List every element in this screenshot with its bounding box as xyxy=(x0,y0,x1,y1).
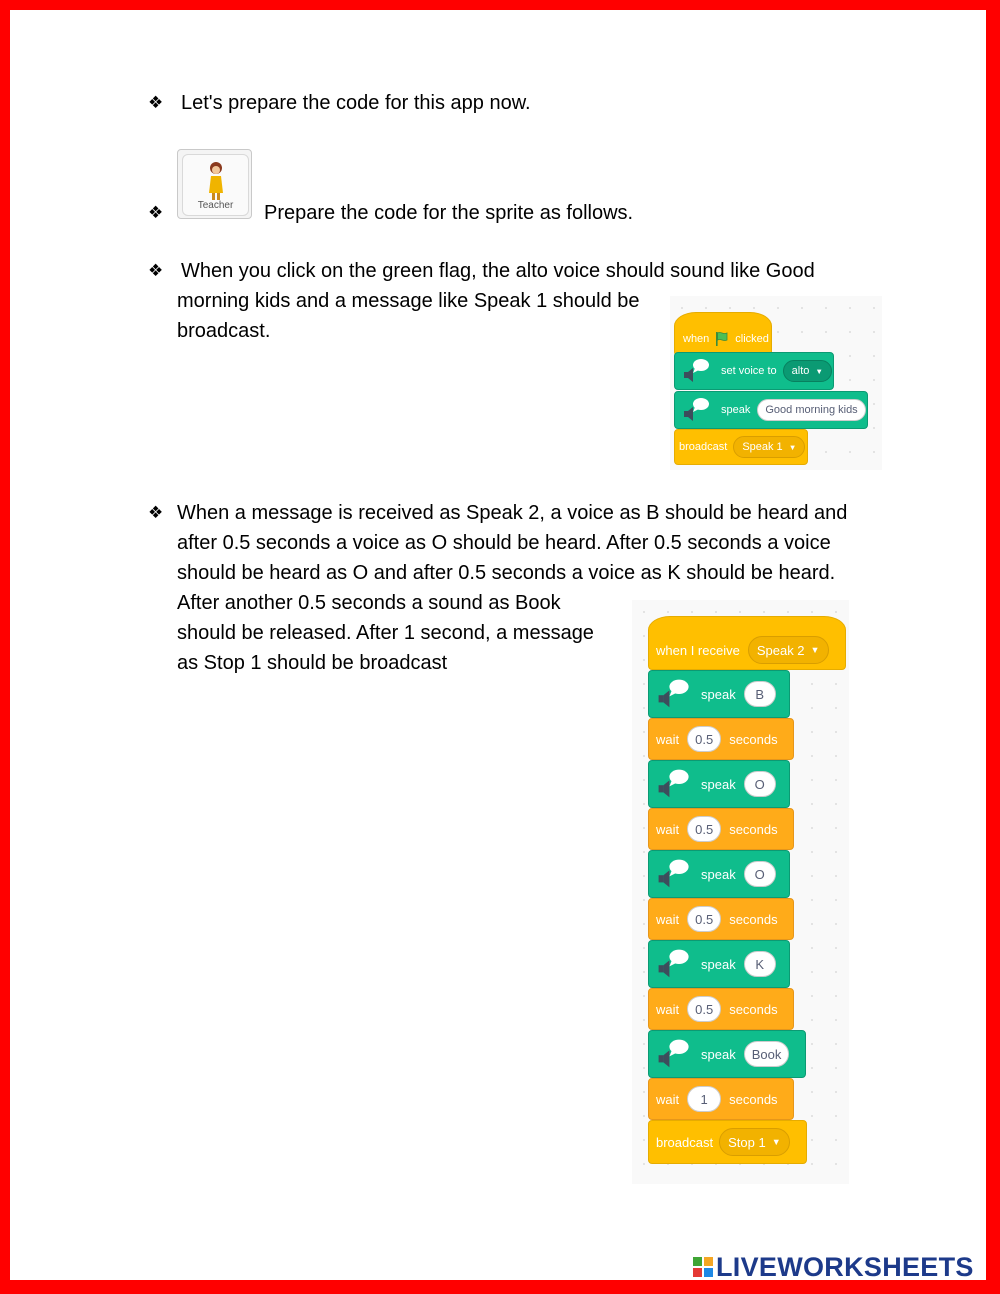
speak-label: speak xyxy=(701,866,736,882)
instruction-speak2-line1: When a message is received as Speak 2, a voice as B should be heard and xyxy=(177,502,848,524)
speak-block[interactable] xyxy=(648,760,790,808)
instruction-green-flag-line3: broadcast. xyxy=(177,320,271,342)
wait-label: wait xyxy=(656,1091,680,1107)
wait-block[interactable] xyxy=(648,898,794,940)
wait-seconds-input[interactable]: 0.5 xyxy=(687,816,721,842)
wait-seconds-input[interactable]: 0.5 xyxy=(687,996,721,1022)
voice-dropdown-value: alto xyxy=(791,365,810,377)
teacher-sprite-icon xyxy=(183,159,248,205)
broadcast-message-value: Stop 1 xyxy=(728,1134,766,1150)
speak-label: speak xyxy=(701,686,736,702)
speak-text-input[interactable]: O xyxy=(744,771,776,797)
wait-block[interactable] xyxy=(648,1078,794,1120)
speak-label: speak xyxy=(721,404,751,416)
speak-block[interactable] xyxy=(648,940,790,988)
text-to-speech-icon xyxy=(655,856,691,892)
speak-label: speak xyxy=(701,1046,736,1062)
bullet-icon: ❖ xyxy=(148,261,164,281)
speak-text-input[interactable]: K xyxy=(744,951,776,977)
bullet-icon: ❖ xyxy=(148,93,164,113)
speak-text-input[interactable]: B xyxy=(744,681,776,707)
instruction-intro: Let's prepare the code for this app now. xyxy=(181,92,531,114)
voice-dropdown[interactable] xyxy=(783,360,832,382)
seconds-label: seconds xyxy=(729,1091,778,1107)
wait-block[interactable] xyxy=(648,718,794,760)
text-to-speech-icon xyxy=(655,946,691,982)
speak-label: speak xyxy=(701,776,736,792)
set-voice-label: set voice to xyxy=(721,365,777,377)
text-to-speech-icon xyxy=(655,766,691,802)
text-to-speech-icon xyxy=(655,1036,691,1072)
code-area-speak2 xyxy=(632,600,849,1184)
wait-label: wait xyxy=(656,911,680,927)
text-to-speech-icon xyxy=(681,356,711,386)
wait-block[interactable] xyxy=(648,988,794,1030)
when-flag-clicked-block[interactable] xyxy=(674,312,772,356)
when-i-receive-block[interactable] xyxy=(648,616,846,670)
hat-when-label: when xyxy=(683,333,710,345)
liveworksheets-logo xyxy=(692,1252,974,1282)
seconds-label: seconds xyxy=(729,1001,778,1017)
speak-label: speak xyxy=(701,956,736,972)
caret-down-icon: ▼ xyxy=(810,645,820,655)
seconds-label: seconds xyxy=(729,731,778,747)
text-to-speech-icon xyxy=(681,395,711,425)
broadcast-block[interactable] xyxy=(674,429,808,465)
broadcast-message-value: Speak 1 xyxy=(742,441,783,453)
instruction-speak2-line3: should be heard as O and after 0.5 seconds a voice as K should be heard. xyxy=(177,562,836,584)
speak-text-input[interactable]: Good morning kids xyxy=(757,399,865,421)
when-i-receive-label: when I receive xyxy=(656,642,740,658)
speak-block[interactable] xyxy=(674,391,868,429)
wait-seconds-input[interactable]: 0.5 xyxy=(687,906,721,932)
broadcast-label: broadcast xyxy=(679,441,728,453)
instruction-speak2-line4: After another 0.5 seconds a sound as Book xyxy=(177,592,561,614)
instruction-green-flag-line2: morning kids and a message like Speak 1 should be xyxy=(177,290,640,312)
caret-down-icon: ▼ xyxy=(788,442,797,452)
sprite-name: Teacher xyxy=(197,200,234,211)
caret-down-icon: ▼ xyxy=(771,1137,781,1147)
broadcast-stop-block[interactable] xyxy=(648,1120,807,1164)
speak-text-input[interactable]: Book xyxy=(744,1041,790,1067)
bullet-icon: ❖ xyxy=(148,503,164,523)
liveworksheets-logo-icon xyxy=(692,1256,714,1278)
hat-clicked-label: clicked xyxy=(735,333,769,345)
instruction-green-flag-line1: When you click on the green flag, the alto voice should sound like Good xyxy=(181,260,815,282)
wait-seconds-input[interactable]: 1 xyxy=(687,1086,721,1112)
logo-text: LIVEWORKSHEETS xyxy=(716,1251,974,1282)
speak-block[interactable] xyxy=(648,670,790,718)
bullet-icon: ❖ xyxy=(148,203,164,223)
broadcast-message-dropdown[interactable] xyxy=(733,436,805,458)
instruction-speak2-line6: as Stop 1 should be broadcast xyxy=(177,652,448,674)
broadcast-message-dropdown[interactable] xyxy=(719,1128,790,1156)
text-to-speech-icon xyxy=(655,676,691,712)
speak-block[interactable] xyxy=(648,1030,806,1078)
receive-message-dropdown[interactable] xyxy=(748,636,829,664)
sprite-thumbnail[interactable] xyxy=(177,149,252,219)
wait-label: wait xyxy=(656,731,680,747)
broadcast-label: broadcast xyxy=(656,1134,714,1150)
instruction-speak2-line2: after 0.5 seconds a voice as O should be heard. After 0.5 seconds a voice xyxy=(177,532,831,554)
wait-seconds-input[interactable]: 0.5 xyxy=(687,726,721,752)
instruction-speak2-line5: should be released. After 1 second, a message xyxy=(177,622,594,644)
set-voice-block[interactable] xyxy=(674,352,834,390)
speak-text-input[interactable]: O xyxy=(744,861,776,887)
seconds-label: seconds xyxy=(729,821,778,837)
green-flag-icon xyxy=(714,331,730,347)
caret-down-icon: ▼ xyxy=(815,366,823,376)
speak-block[interactable] xyxy=(648,850,790,898)
instruction-sprite: Prepare the code for the sprite as follows. xyxy=(264,202,634,224)
seconds-label: seconds xyxy=(729,911,778,927)
receive-message-value: Speak 2 xyxy=(756,642,805,658)
wait-label: wait xyxy=(656,1001,680,1017)
code-area-green-flag xyxy=(670,296,882,470)
wait-label: wait xyxy=(656,821,680,837)
wait-block[interactable] xyxy=(648,808,794,850)
